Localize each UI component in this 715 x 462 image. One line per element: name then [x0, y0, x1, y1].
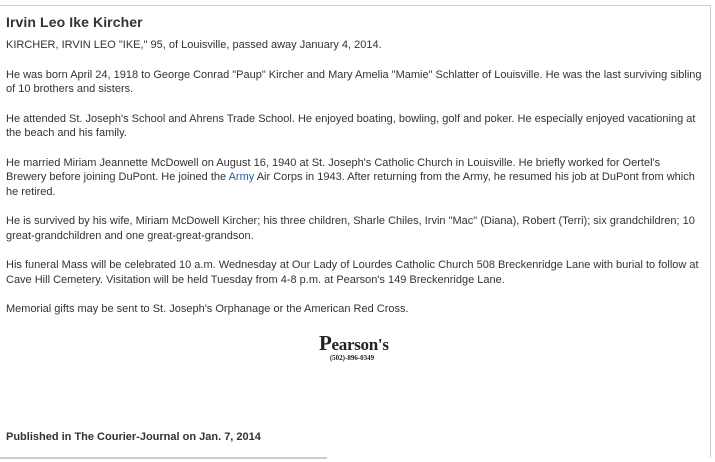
paragraph-birth: He was born April 24, 1918 to George Conrad "Paup" Kircher and Mary Amelia "Mamie" Schlatter of Louisville. He was the last surviving sibling of 10 brothers and sisters. [6, 68, 702, 95]
army-link[interactable]: Army [228, 171, 255, 183]
funeral-home-logo [319, 331, 389, 362]
logo-initial: P [319, 331, 332, 355]
paragraph-announcement: KIRCHER, IRVIN LEO "IKE," 95, of Louisville, passed away January 4, 2014. [6, 39, 382, 51]
paragraph-education: He attended St. Joseph's School and Ahrens Trade School. He enjoyed boating, bowling, golf and poker. He especially enjoyed vacationing at the beach and his family. [6, 112, 696, 139]
published-notice: Published in The Courier-Journal on Jan. 7, 2014 [6, 431, 261, 443]
logo-name [319, 331, 389, 355]
logo-phone: (502)-896-0349 [329, 354, 375, 362]
bottom-divider [0, 457, 327, 459]
obituary-body [6, 38, 702, 332]
paragraph-memorials: Memorial gifts may be sent to St. Joseph's Orphanage or the American Red Cross. [6, 303, 409, 315]
paragraph-career-text-1: He married Miriam Jeannette McDowell on August 16, 1940 at St. Joseph's Catholic Church in Louisville. He briefly worked for Oertel's Brewery before joining DuPont. He joined the [6, 156, 661, 183]
paragraph-survivors: He is survived by his wife, Miriam McDowell Kircher; his three children, Sharle Chiles, Irvin "Mac" (Diana), Robert (Terri); six grandchildren; 10 great-grandchildren and one great-great-grandson. [6, 215, 695, 242]
obituary-title: Irvin Leo Ike Kircher [6, 14, 143, 30]
paragraph-career-text-2: Air Corps in 1943. After returning from the Army, he resumed his job at DuPont from which he retired. [6, 171, 695, 198]
paragraph-career [6, 156, 702, 200]
logo-name-rest: earson's [331, 335, 389, 354]
paragraph-services: His funeral Mass will be celebrated 10 a.m. Wednesday at Our Lady of Lourdes Catholic Church 508 Breckenridge Lane with burial to follow at Cave Hill Cemetery. Visitation will be held Tuesday from 4-8 p.m. at Pearson's 149 Breckenridge Lane. [6, 259, 699, 286]
